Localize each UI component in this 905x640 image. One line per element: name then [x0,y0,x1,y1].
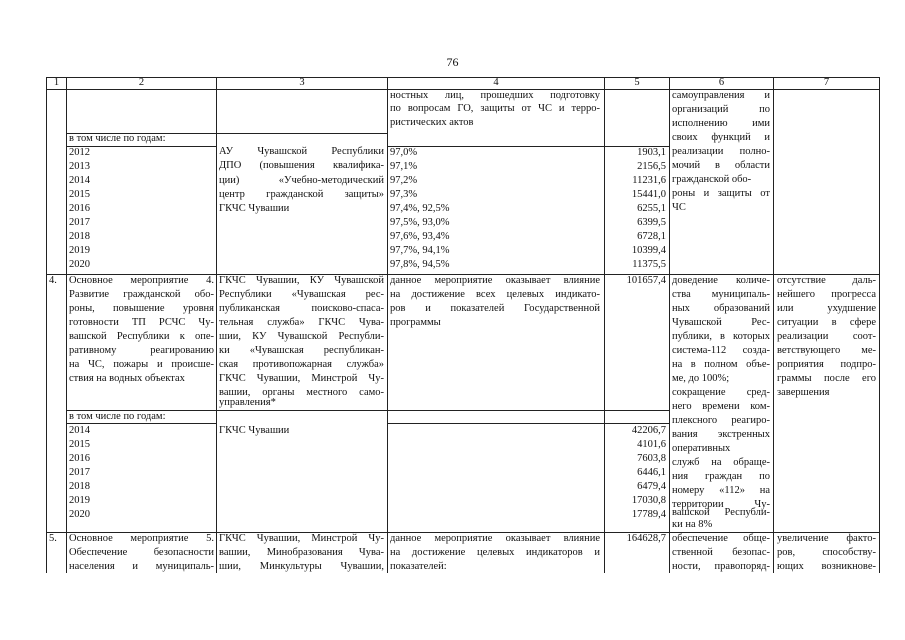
indicator-text: данное мероприятие оказывает влияние [390,533,600,544]
year-cell: 2013 [69,161,90,172]
amount-value: 11375,5 [632,259,666,270]
result-text: система-112 созда- [672,345,770,356]
column-border [387,77,388,573]
result-text: него времени ком- [672,401,770,412]
amount-value: 15441,0 [631,189,666,200]
indicator-text: ристических актов [390,117,474,128]
year-cell: 2018 [69,481,90,492]
executor-text: шии, КУ Чувашской Республи- [219,331,384,342]
indicator-value: 97,5%, 93,0% [390,217,450,228]
result-text: гражданской обо- [672,174,752,185]
amount-value: 17030,8 [631,495,666,506]
result-text: публики, в которых [672,331,770,342]
result-text: оперативных [672,443,731,454]
risk-text: ров, способству- [777,547,876,558]
risk-text: ветствующего ме- [777,345,876,356]
row-number: 4. [49,275,57,286]
executor-text: Республики «Чувашская рес- [219,289,384,300]
column-border [669,77,670,573]
activity-title: готовности ТП РСЧС Чу- [69,317,214,328]
header-cell: 5 [634,77,640,88]
result-text: служб на обраще- [672,457,770,468]
risk-text: отсутствие даль- [777,275,876,286]
executor-text: ки «Чувашская республикан- [219,345,384,356]
result-text: ки на 8% [672,519,713,530]
header-cell: 4 [493,77,499,88]
indicator-value: 97,1% [390,161,418,172]
executor-text: управления* [219,397,276,408]
executor-text: вашии, Минобразования Чува- [219,547,384,558]
amount-value: 6728,1 [637,231,666,242]
indicator-value: 97,2% [390,175,418,186]
activity-title: на ЧС, пожары и происше- [69,359,214,370]
years-label: в том числе по годам: [69,133,166,144]
year-cell: 2015 [69,439,90,450]
year-cell: 2020 [69,509,90,520]
indicator-value: 97,7%, 94,1% [390,245,450,256]
amount-value: 6446,1 [637,467,666,478]
amount-value: 4101,6 [637,439,666,450]
indicator-text: на достижение всех целевых индикато- [390,289,600,300]
executor-text: публиканская поисково-спаса- [219,303,384,314]
executor-text: АУ Чувашской Республики [219,146,384,157]
amount-value: 6479,4 [637,481,666,492]
risk-text: реализации соот- [777,331,876,342]
column-border [773,77,774,573]
activity-title: Основное мероприятие 4. [69,275,214,286]
indicator-text: ров и показателей Государственной [390,303,600,314]
column-border [879,77,880,573]
result-text: ности, правопоряд- [672,561,770,572]
risk-text: роприятия подпро- [777,359,876,370]
result-text: реализации полно- [672,146,770,157]
year-cell: 2017 [69,217,90,228]
risk-text: завершения [777,387,830,398]
activity-title: ствия на водных объектах [69,373,185,384]
indicator-value: 97,6%, 93,4% [390,231,450,242]
executor-text: ГКЧС Чувашии, Минстрой Чу- [219,373,384,384]
activity-title: ративному реагированию [69,345,214,356]
executor-text: центр гражданской защиты» [219,189,384,200]
row-rule [388,423,669,424]
column-border [216,77,217,573]
result-text: своих функций и [672,132,770,143]
amount-value: 10399,4 [631,245,666,256]
amount-value: 17789,4 [631,509,666,520]
executor-text: ская противопожарная служба» [219,359,384,370]
year-cell: 2015 [69,189,90,200]
risk-text: граммы после его [777,373,876,384]
result-text: организаций по [672,104,770,115]
year-cell: 2014 [69,175,90,186]
column-border [46,77,47,573]
indicator-text: ностных лиц, прошедших подготовку [390,90,600,101]
amount-value: 6399,5 [637,217,666,228]
activity-title: населения и муниципаль- [69,561,214,572]
result-text: самоуправления и [672,90,770,101]
indicator-text: на достижение целевых индикаторов и [390,547,600,558]
result-text: номеру «112» на [672,485,770,496]
result-text: доведение количе- [672,275,770,286]
activity-title: Развитие гражданской обо- [69,289,214,300]
executor-text: ции) «Учебно-методический [219,175,384,186]
result-text: Чувашской Рес- [672,317,770,328]
amount-value: 6255,1 [637,203,666,214]
result-text: ственной безопас- [672,547,770,558]
indicator-value: 97,0% [390,147,418,158]
risk-text: ситуации в сфере [777,317,876,328]
column-border [66,77,67,573]
amount-value: 42206,7 [631,425,666,436]
year-cell: 2014 [69,425,90,436]
year-cell: 2012 [69,147,90,158]
activity-title: роны, повышение уровня [69,303,214,314]
row-number: 5. [49,533,57,544]
result-text: роны и защиты от [672,188,770,199]
amount-value: 2156,5 [637,161,666,172]
result-text: обеспечение обще- [672,533,770,544]
risk-text: нейшего прогресса [777,289,876,300]
executor-text: вашии, органы местного само- [219,387,384,398]
result-text: плексного реагиро- [672,415,770,426]
header-cell: 3 [299,77,305,88]
amount-value: 1903,1 [637,147,666,158]
risk-text: увеличение факто- [777,533,876,544]
result-text: ния граждан по [672,471,770,482]
total-amount: 164628,7 [626,533,666,544]
result-text: ме, до 100%; [672,373,730,384]
header-cell: 2 [138,77,145,88]
result-text: сокращение сред- [672,387,770,398]
activity-title: Обеспечение безопасности [69,547,214,558]
result-text: мочий в области [672,160,770,171]
result-text: ЧС [672,202,686,213]
result-text: на в полном объе- [672,359,770,370]
indicator-value: 97,8%, 94,5% [390,259,450,270]
year-cell: 2019 [69,245,90,256]
indicator-text: программы [390,317,441,328]
risk-text: ющих возникнове- [777,561,876,572]
executor-text: ГКЧС Чувашии [219,425,290,436]
year-cell: 2016 [69,453,90,464]
amount-value: 11231,6 [632,175,666,186]
year-cell: 2019 [69,495,90,506]
years-label: в том числе по годам: [69,411,166,422]
result-text: территории Чу- [672,499,770,510]
result-text: ных образований [672,303,770,314]
header-cell: 1 [53,77,60,88]
activity-title: вашской Республики к опе- [69,331,214,342]
year-cell: 2016 [69,203,90,214]
page-number: 76 [446,55,459,69]
result-text: ства муниципаль- [672,289,770,300]
risk-text: или ухудшение [777,303,876,314]
header-cell: 7 [823,77,830,88]
executor-text: ГКЧС Чувашии [219,203,290,214]
indicator-value: 97,4%, 92,5% [390,203,450,214]
executor-text: тельная служба» ГКЧС Чува- [219,317,384,328]
result-text: исполнению ими [672,118,770,129]
indicator-text: показателей: [390,561,447,572]
executor-text: ДПО (повышения квалифика- [219,160,384,171]
indicator-text: по вопросам ГО, защиты от ЧС и терро- [390,103,600,114]
indicator-value: 97,3% [390,189,418,200]
activity-title: Основное мероприятие 5. [69,533,214,544]
year-cell: 2020 [69,259,90,270]
result-text: вания экстренных [672,429,770,440]
year-cell: 2017 [69,467,90,478]
result-text: вашской Республи- [672,507,770,518]
amount-value: 7603,8 [637,453,666,464]
executor-text: ГКЧС Чувашии, Минстрой Чу- [219,533,384,544]
header-cell: 6 [718,77,725,88]
executor-text: шии, Минкультуры Чувашии, [219,561,384,572]
total-amount: 101657,4 [626,275,666,286]
indicator-text: данное мероприятие оказывает влияние [390,275,600,286]
executor-text: ГКЧС Чувашии, КУ Чувашской [219,275,384,286]
year-cell: 2018 [69,231,90,242]
